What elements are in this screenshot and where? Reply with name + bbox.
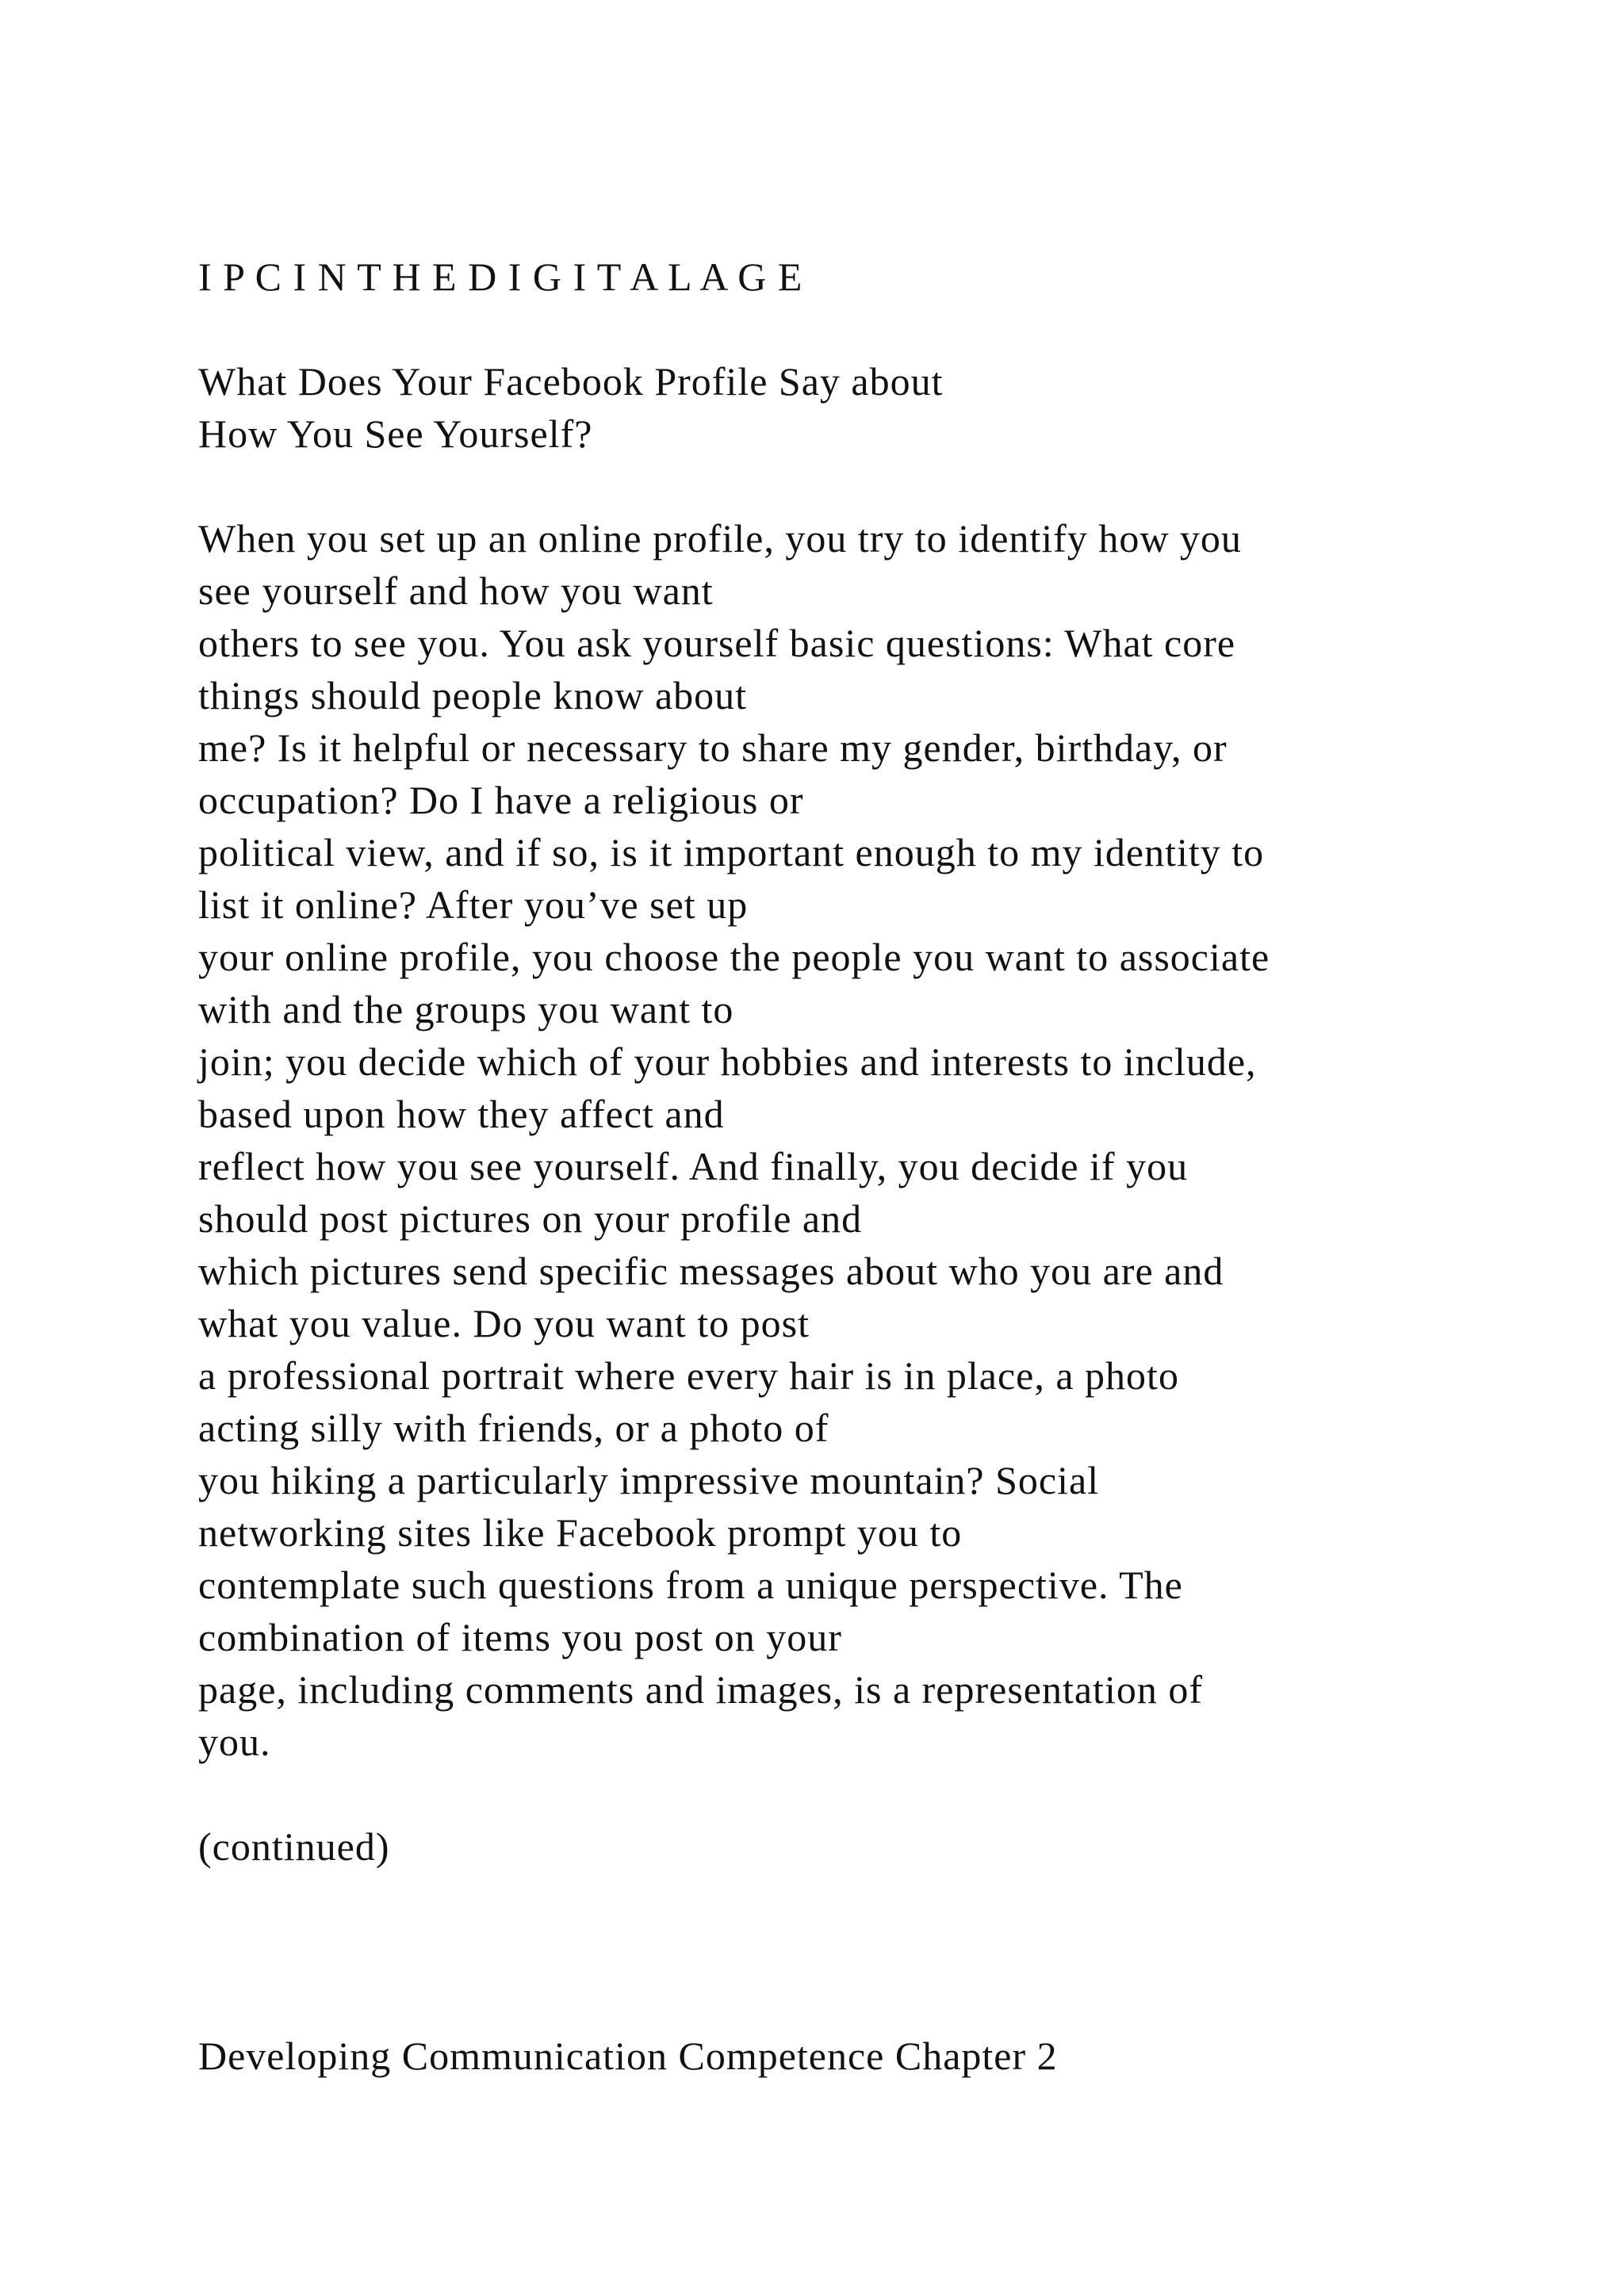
body-line: things should people know about bbox=[198, 673, 748, 718]
body-line: contemplate such questions from a unique perspective. The bbox=[198, 1563, 1183, 1607]
continued-label: (continued) bbox=[198, 1824, 390, 1869]
spacer bbox=[198, 1873, 1562, 2030]
body-line: based upon how they affect and bbox=[198, 1092, 725, 1136]
body-line: should post pictures on your profile and bbox=[198, 1196, 863, 1241]
body-line: with and the groups you want to bbox=[198, 987, 734, 1031]
body-line: join; you decide which of your hobbies and interests to include, bbox=[198, 1039, 1257, 1084]
body-line: your online profile, you choose the people you want to associate bbox=[198, 935, 1270, 979]
body-line: acting silly with friends, or a photo of bbox=[198, 1406, 829, 1450]
body-line: networking sites like Facebook prompt you to bbox=[198, 1510, 963, 1555]
body-line: reflect how you see yourself. And finally, you decide if you bbox=[198, 1144, 1189, 1188]
spacer bbox=[198, 1768, 1562, 1820]
spacer bbox=[198, 460, 1562, 512]
body-line: political view, and if so, is it important enough to my identity to bbox=[198, 830, 1265, 874]
heading-line-2: How You See Yourself? bbox=[198, 411, 593, 456]
body-line: you hiking a particularly impressive mountain? Social bbox=[198, 1458, 1100, 1502]
body-line: you. bbox=[198, 1720, 271, 1764]
body-line: combination of items you post on your bbox=[198, 1615, 842, 1659]
body-line: me? Is it helpful or necessary to share my gender, birthday, or bbox=[198, 725, 1228, 770]
body-line: page, including comments and images, is a representation of bbox=[198, 1667, 1203, 1712]
heading-line-1: What Does Your Facebook Profile Say about bbox=[198, 359, 944, 404]
section-label: I P C I N T H E D I G I T A L A G E bbox=[198, 254, 803, 299]
body-line: occupation? Do I have a religious or bbox=[198, 778, 804, 822]
body-line: When you set up an online profile, you try to identify how you bbox=[198, 516, 1242, 561]
body-line: see yourself and how you want bbox=[198, 568, 714, 613]
body-line: others to see you. You ask yourself basic questions: What core bbox=[198, 621, 1236, 665]
spacer bbox=[198, 303, 1562, 355]
body-line: list it online? After you’ve set up bbox=[198, 882, 749, 927]
body-line: which pictures send specific messages about who you are and bbox=[198, 1249, 1224, 1293]
document-content bbox=[198, 251, 1562, 2082]
body-line: a professional portrait where every hair is in place, a photo bbox=[198, 1353, 1179, 1398]
body-line: what you value. Do you want to post bbox=[198, 1301, 810, 1345]
page-footer: Developing Communication Competence Chapter 2 bbox=[198, 2034, 1058, 2078]
